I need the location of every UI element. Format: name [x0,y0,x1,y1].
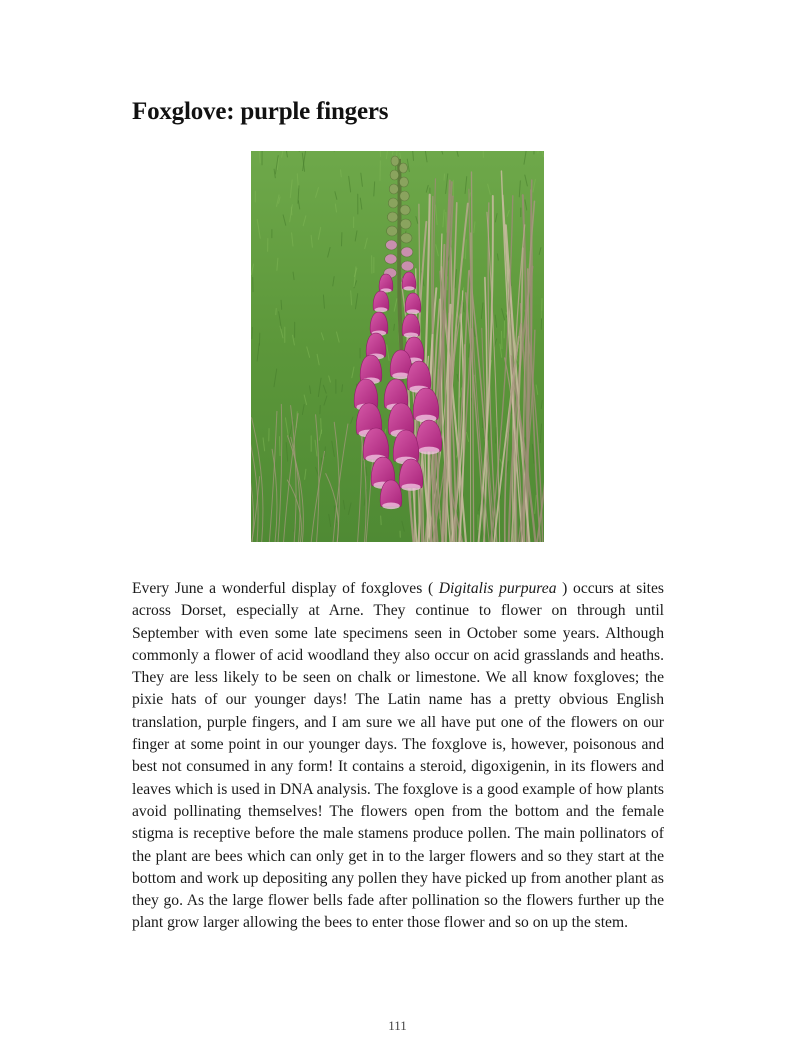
body-paragraph [132,578,664,935]
foxglove-photo [251,151,544,542]
page-number: 111 [388,1018,407,1033]
body-text-main: ) occurs at sites across Dorset, especially at Arne. They continue to flower on through until September with even some late specimens seen in October some years. Although commonly a flower of acid woodland they also occur on acid grasslands and heaths. They are less likely to be seen on chalk or limestone. We all know foxgloves; the pixie hats of our younger days! The Latin name has a pretty obvious English translation, purple fingers, and I am sure we all have put one of the flowers on our finger at some point in our younger days. The foxglove is, however, poisonous and best not consumed in any form! It contains a steroid, digoxigenin, in its flowers and leaves which is used in DNA analysis. The foxglove is a good example of how plants avoid pollinating themselves! The flowers open from the bottom and the female stigma is receptive before the male stamens produce pollen. The main pollinators of the plant are bees which can only get in to the larger flowers and so they start at the bottom and work up depositing any pollen they have picked up from another plant as they go. As the large flower bells fade after pollination so the flowers further up the plant grow larger allowing the bees to enter those flower and so on up the stem. [132,580,665,932]
latin-name: Digitalis purpurea [438,580,557,597]
body-text-intro: Every June a wonderful display of foxgloves ( [132,580,439,597]
page-title: Foxglove: purple fingers [132,98,389,125]
